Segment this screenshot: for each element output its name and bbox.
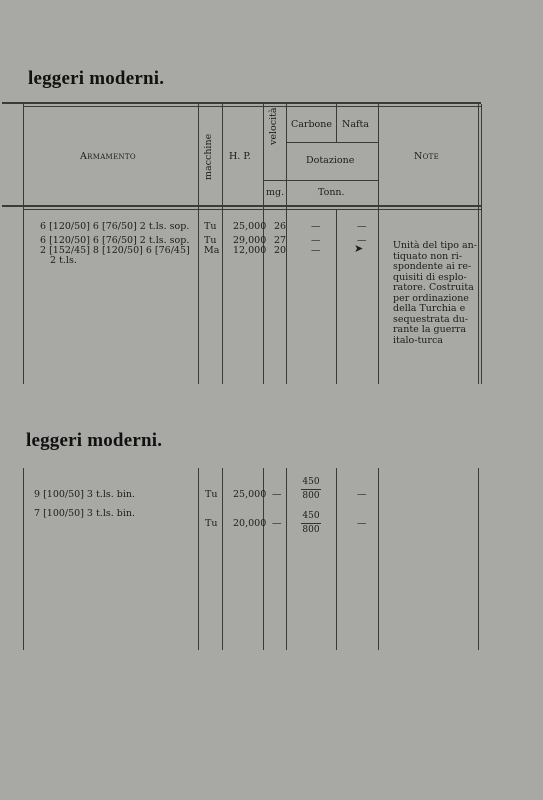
col-line <box>198 468 199 650</box>
header-hp: H. P. <box>229 151 251 162</box>
carbone-cell: — <box>311 245 321 256</box>
fraction-top: 450 <box>302 477 320 487</box>
col-line <box>336 104 337 142</box>
col-line <box>336 209 337 384</box>
col-line <box>478 104 479 384</box>
hp-cell: 20,000 <box>233 518 267 529</box>
col-line <box>478 468 479 650</box>
velocita-cell: 27 <box>274 235 287 246</box>
header-bottom-rule-inner <box>24 209 481 210</box>
armamento-cell: 6 [120/50] 6 [76/50] 2 t.ls. sop. <box>40 221 190 232</box>
hp-cell: 25,000 <box>233 221 267 232</box>
armamento-cell: 9 [100/50] 3 t.ls. bin. <box>34 489 136 500</box>
carbone-fraction <box>301 477 321 502</box>
col-line <box>378 468 379 650</box>
fraction-bottom: 800 <box>302 491 320 501</box>
macchine-cell: Tu <box>205 518 218 529</box>
armamento-cell: 7 [100/50] 3 t.ls. bin. <box>34 508 136 519</box>
note-line: della Turchia e <box>393 303 466 314</box>
col-line <box>23 468 24 650</box>
col-line <box>336 468 337 650</box>
nafta-cell: — <box>357 489 367 500</box>
note-line: per ordinazione <box>393 292 469 304</box>
header-dotazione: Dotazione <box>306 155 355 166</box>
nafta-cell: — <box>357 235 367 246</box>
section-title-2: leggeri moderni. <box>26 430 163 451</box>
note-line: ratore. Costruita <box>393 282 474 293</box>
sub-rule <box>286 180 378 181</box>
carbone-cell: — <box>311 235 321 246</box>
note-line: quisiti di esplo- <box>393 271 467 283</box>
hp-cell: 25,000 <box>233 489 267 500</box>
col-line <box>481 104 482 384</box>
hp-cell: 12,000 <box>233 245 267 256</box>
col-line <box>222 468 223 650</box>
note-line: spondente ai re- <box>393 261 472 272</box>
nafta-cell: — <box>357 518 367 529</box>
table-top-rule-inner <box>24 106 481 107</box>
header-macchine: macchine <box>203 133 214 180</box>
fraction-bar <box>301 489 321 490</box>
col-line <box>286 104 287 384</box>
sub-rule <box>263 180 286 181</box>
col-line <box>23 104 24 384</box>
header-tonn: Tonn. <box>318 187 345 198</box>
macchine-cell: Tu <box>204 221 217 232</box>
header-mg: mg. <box>266 187 285 198</box>
note-line: tiquato non ri- <box>393 250 463 262</box>
fraction-bottom: 800 <box>302 525 320 535</box>
fraction-bar <box>301 523 321 524</box>
header-note: Note <box>414 151 440 162</box>
nafta-cell: — <box>357 221 367 232</box>
header-armamento: Armamento <box>80 151 136 162</box>
carbone-cell: — <box>311 221 321 232</box>
col-line <box>198 104 199 384</box>
hp-cell: 29,000 <box>233 235 267 246</box>
carbone-fraction <box>301 511 321 536</box>
note-line: italo-turca <box>393 334 443 346</box>
velocita-cell: 20 <box>274 245 287 256</box>
header-carbone: Carbone <box>291 119 333 130</box>
col-line <box>378 104 379 384</box>
note-line: Unità del tipo an- <box>392 240 477 251</box>
velocita-cell: 26 <box>274 221 287 232</box>
nafta-arrow: ➤ <box>354 242 364 255</box>
header-velocita: velocità <box>268 107 279 145</box>
header-bottom-rule <box>2 205 481 207</box>
armamento-cell: 6 [120/50] 6 [76/50] 2 t.ls. sop. <box>40 235 190 246</box>
velocita-cell: — <box>272 489 282 500</box>
velocita-cell: — <box>272 518 282 529</box>
col-line <box>286 468 287 650</box>
header-nafta: Nafta <box>342 119 369 130</box>
note-text <box>383 241 477 346</box>
col-line <box>222 104 223 384</box>
fraction-top: 450 <box>302 511 320 521</box>
note-line: rante la guerra <box>393 324 467 335</box>
sub-rule <box>286 142 378 143</box>
macchine-cell: Tu <box>204 235 217 246</box>
table-top-rule <box>2 102 481 104</box>
macchine-cell: Tu <box>205 489 218 500</box>
section-title-1: leggeri moderni. <box>28 68 165 89</box>
macchine-cell: Ma <box>204 245 220 256</box>
armamento-cell: 2 [152/45] 8 [120/50] 6 [76/45] <box>40 245 190 256</box>
note-line: sequestrata du- <box>393 313 469 325</box>
armamento-cell-cont: 2 t.ls. <box>50 255 77 266</box>
